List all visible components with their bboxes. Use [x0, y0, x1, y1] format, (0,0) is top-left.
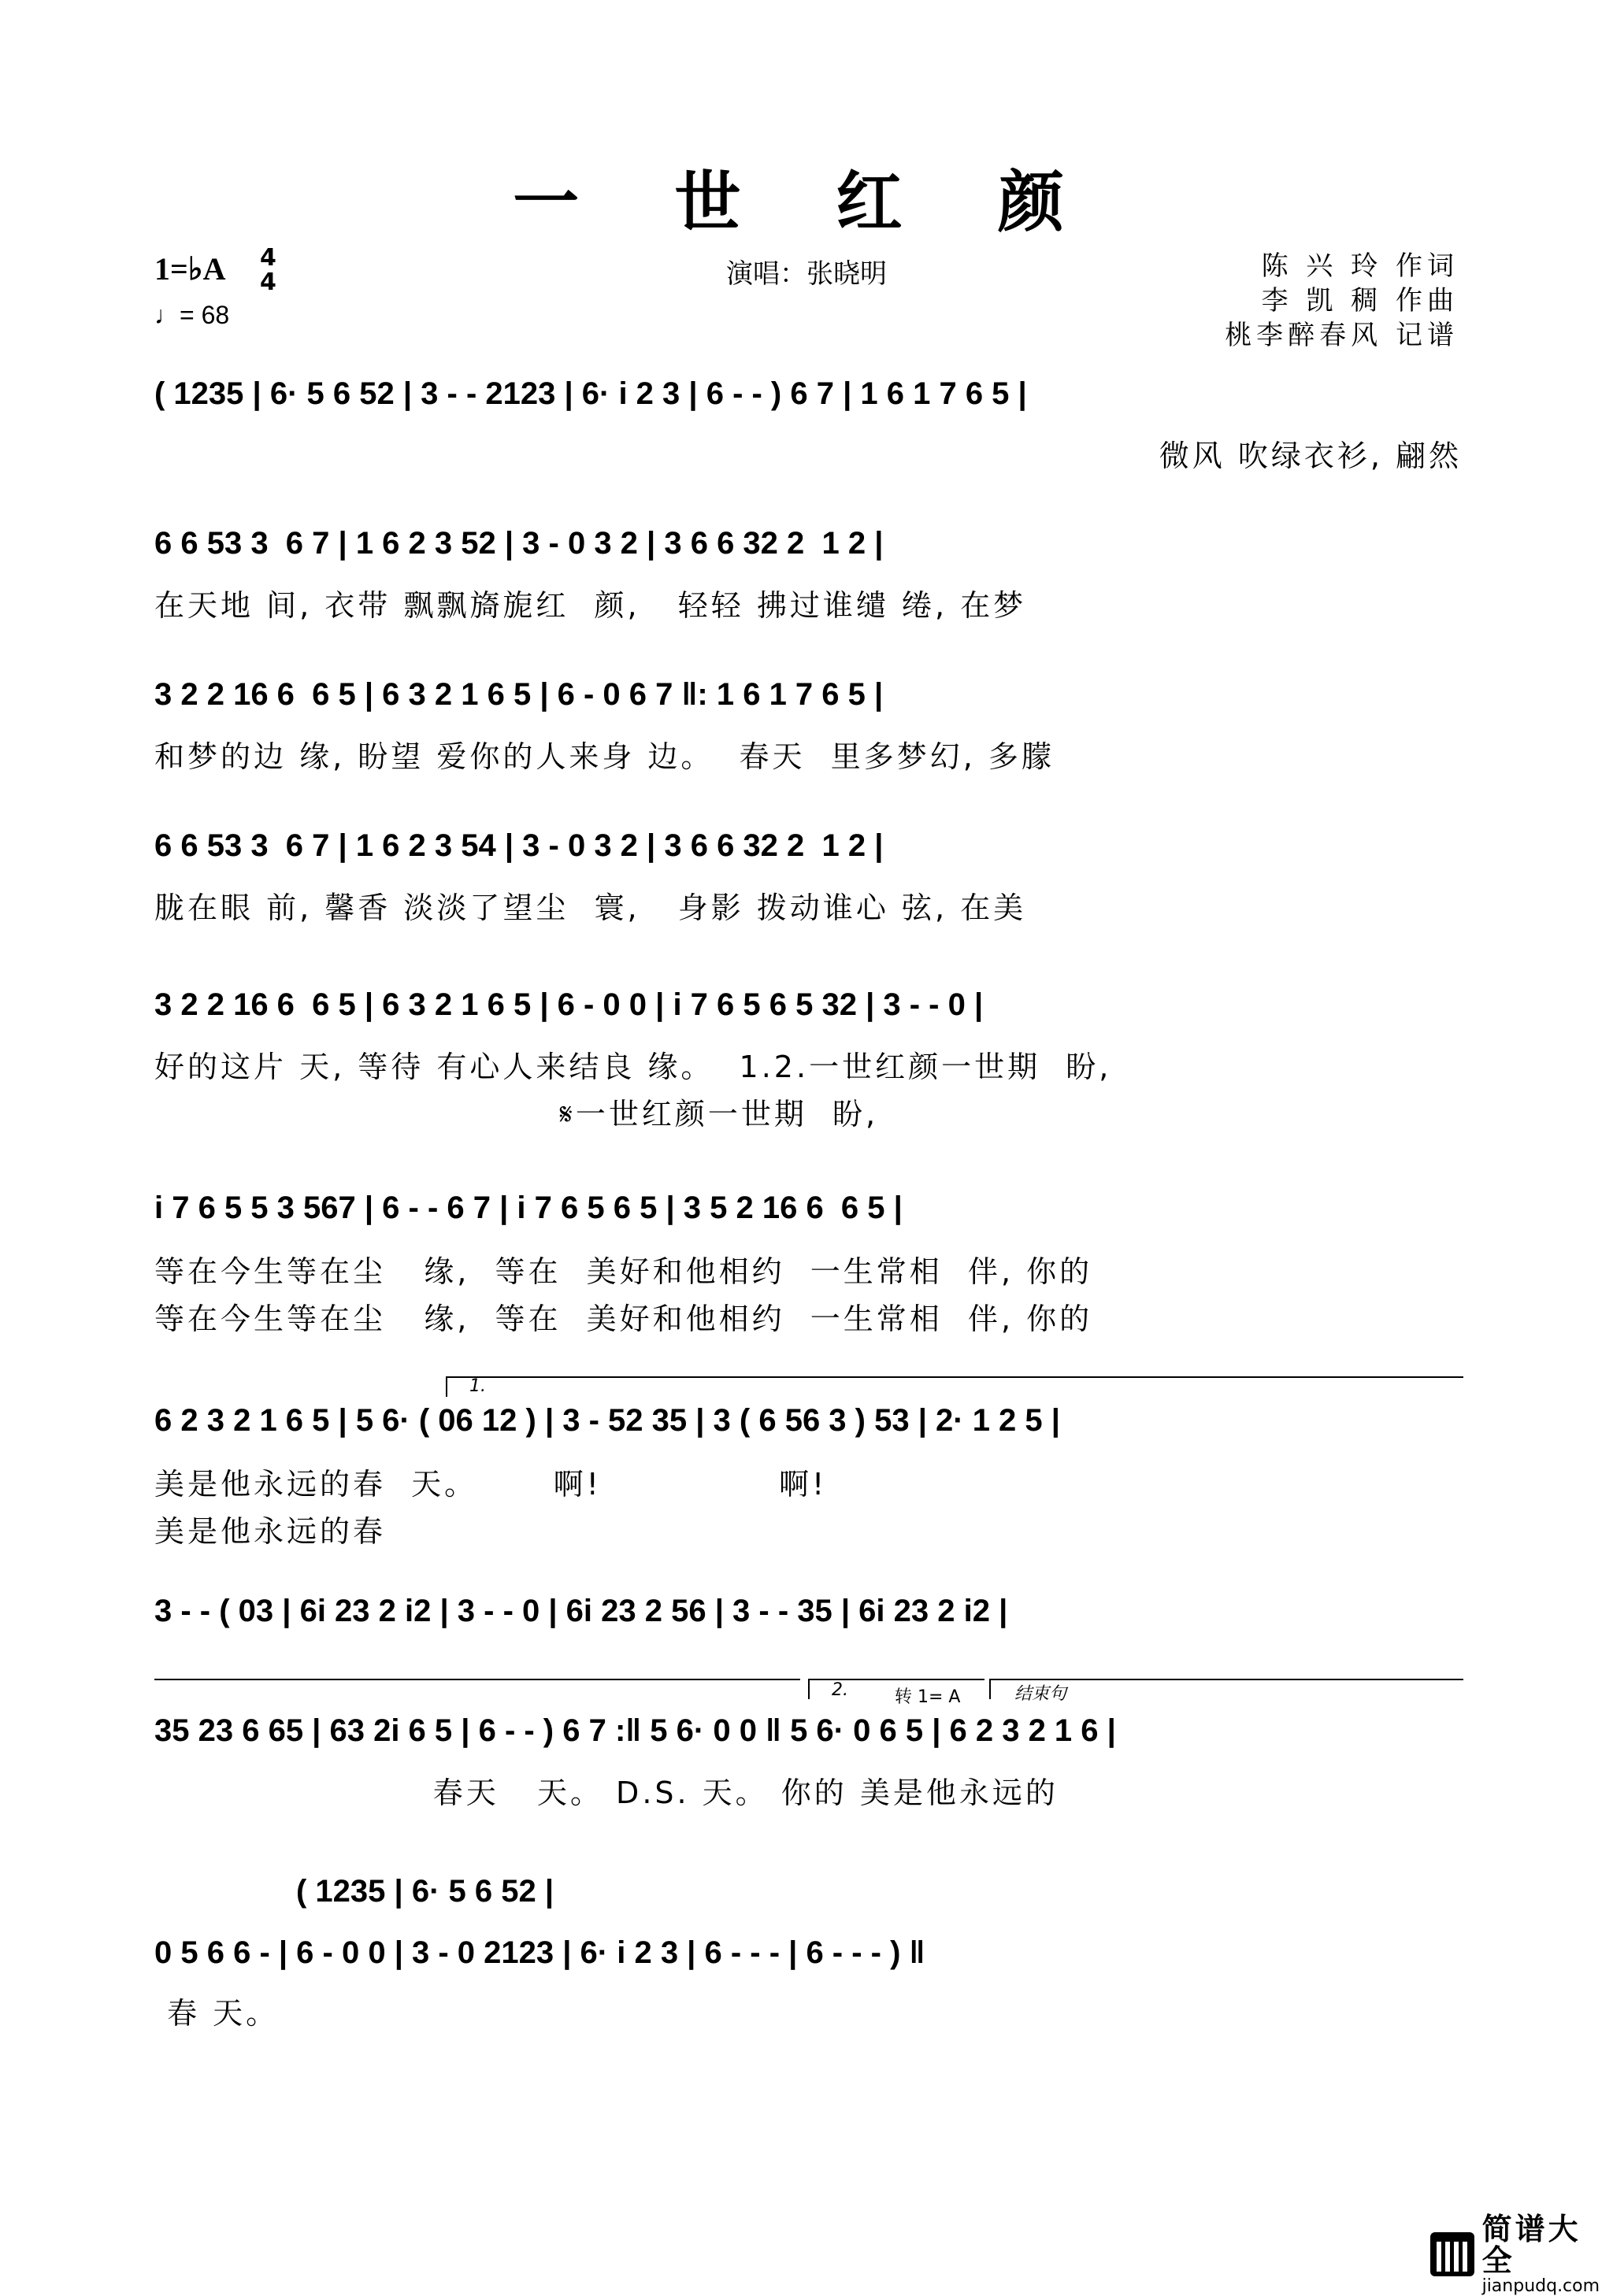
tempo-marking: ♩= 68 — [154, 301, 230, 329]
score-line-2-lyrics: 在天地 间, 衣带 飘飘旖旎红 颜, 轻轻 拂过谁缱 绻, 在梦 — [154, 588, 1027, 623]
logo-name: 简谱大全 — [1481, 2212, 1581, 2278]
score-line-10-lyrics: 春 天。 — [154, 1996, 280, 2031]
logo-text — [1482, 2214, 1613, 2295]
score-line-6-lyrics-2: 等在今生等在尘 缘, 等在 美好和他相约 一生常相 伴, 你的 — [154, 1302, 1093, 1336]
score-line-2-notes: 6 6 53 3 6 7 | 1 6 2 3 52 | 3 - 0 3 2 | 3 6 6 32 2 1 2 | — [154, 526, 884, 561]
score-line-7-notes: 6 2 3 2 1 6 5 | 5 6· ( 06 12 ) | 3 - 52 35 | 3 ( 6 56 3 ) 53 | 2· 1 2 5 | — [154, 1403, 1060, 1438]
volta-1-bracket — [446, 1376, 1463, 1397]
logo-url: jianpudq.com — [1481, 2276, 1600, 2296]
time-top: 4 — [260, 244, 276, 272]
volta-1-label: 1. — [469, 1376, 486, 1396]
volta-2-label: 2. — [832, 1680, 848, 1700]
song-title: 一 世 红 颜 — [513, 163, 1100, 241]
score-line-3-notes: 3 2 2 16 6 6 5 | 6 3 2 1 6 5 | 6 - 0 6 7 ‖: 1 6 1 7 6 5 | — [154, 677, 884, 712]
score-line-4-lyrics: 胧在眼 前, 馨香 淡淡了望尘 寰, 身影 拨动谁心 弦, 在美 — [154, 891, 1027, 925]
site-logo — [1430, 2214, 1613, 2295]
score-line-7-lyrics-2: 美是他永远的春 — [154, 1514, 387, 1549]
score-line-5-notes: 3 2 2 16 6 6 5 | 6 3 2 1 6 5 | 6 - 0 0 | i 7 6 5 6 5 32 | 3 - - 0 | — [154, 987, 984, 1022]
score-line-8-notes: 3 - - ( 03 | 6i 23 2 i2 | 3 - - 0 | 6i 23 2 56 | 3 - - 35 | 6i 23 2 i2 | — [154, 1594, 1008, 1628]
score-line-3-lyrics: 和梦的边 缘, 盼望 爱你的人来身 边。 春天 里多梦幻, 多朦 — [154, 739, 1055, 774]
transcriber-credit: 桃李醉春风 记谱 — [1225, 320, 1459, 351]
score-line-4-notes: 6 6 53 3 6 7 | 1 6 2 3 54 | 3 - 0 3 2 | 3 6 6 32 2 1 2 | — [154, 828, 884, 863]
score-line-1-lyrics: 微风 吹绿衣衫, 翩然 — [1159, 439, 1462, 473]
composer-credit: 李 凯 稠 作曲 — [1261, 285, 1459, 317]
modulation-label: 转 1= A — [895, 1687, 961, 1707]
piano-keys-icon — [1430, 2232, 1474, 2276]
score-line-10-notes: 0 5 6 6 - | 6 - 0 0 | 3 - 0 2123 | 6· i 2 3 | 6 - - - | 6 - - - ) ‖ — [154, 1935, 925, 1970]
key-signature: 1=♭A — [154, 251, 226, 287]
score-line-9-notes: 35 23 6 65 | 63 2i 6 5 | 6 - - ) 6 7 :‖ 5 6· 0 0 ‖ 5 6· 0 6 5 | 6 2 3 2 1 6 | — [154, 1713, 1116, 1748]
score-line-6-lyrics-1: 等在今生等在尘 缘, 等在 美好和他相约 一生常相 伴, 你的 — [154, 1254, 1093, 1289]
score-line-5-lyrics-1: 好的这片 天, 等待 有心人来结良 缘。 1.2.一世红颜一世期 盼, — [154, 1050, 1112, 1084]
score-line-10-prelude: ( 1235 | 6· 5 6 52 | — [296, 1874, 554, 1909]
score-line-5-lyrics-2: 𝄋一世红颜一世期 盼, — [154, 1097, 879, 1131]
score-line-6-notes: i 7 6 5 5 3 567 | 6 - - 6 7 | i 7 6 5 6 5 | 3 5 2 16 6 6 5 | — [154, 1191, 903, 1225]
volta-continuation-bracket — [154, 1679, 800, 1699]
score-line-1-notes: ( 1235 | 6· 5 6 52 | 3 - - 2123 | 6· i 2 3 | 6 - - ) 6 7 | 1 6 1 7 6 5 | — [154, 376, 1027, 411]
score-line-9-lyrics: 春天 天。 D.S. 天。 你的 美是他永远的 — [154, 1776, 1059, 1810]
time-bottom: 4 — [260, 268, 276, 296]
score-line-7-lyrics-1: 美是他永远的春 天。 啊! 啊! — [154, 1467, 828, 1502]
lyricist-credit: 陈 兴 玲 作词 — [1261, 250, 1459, 282]
coda-label: 结束句 — [1014, 1684, 1067, 1704]
singer-credit: 演唱：张晓明 — [726, 258, 887, 290]
